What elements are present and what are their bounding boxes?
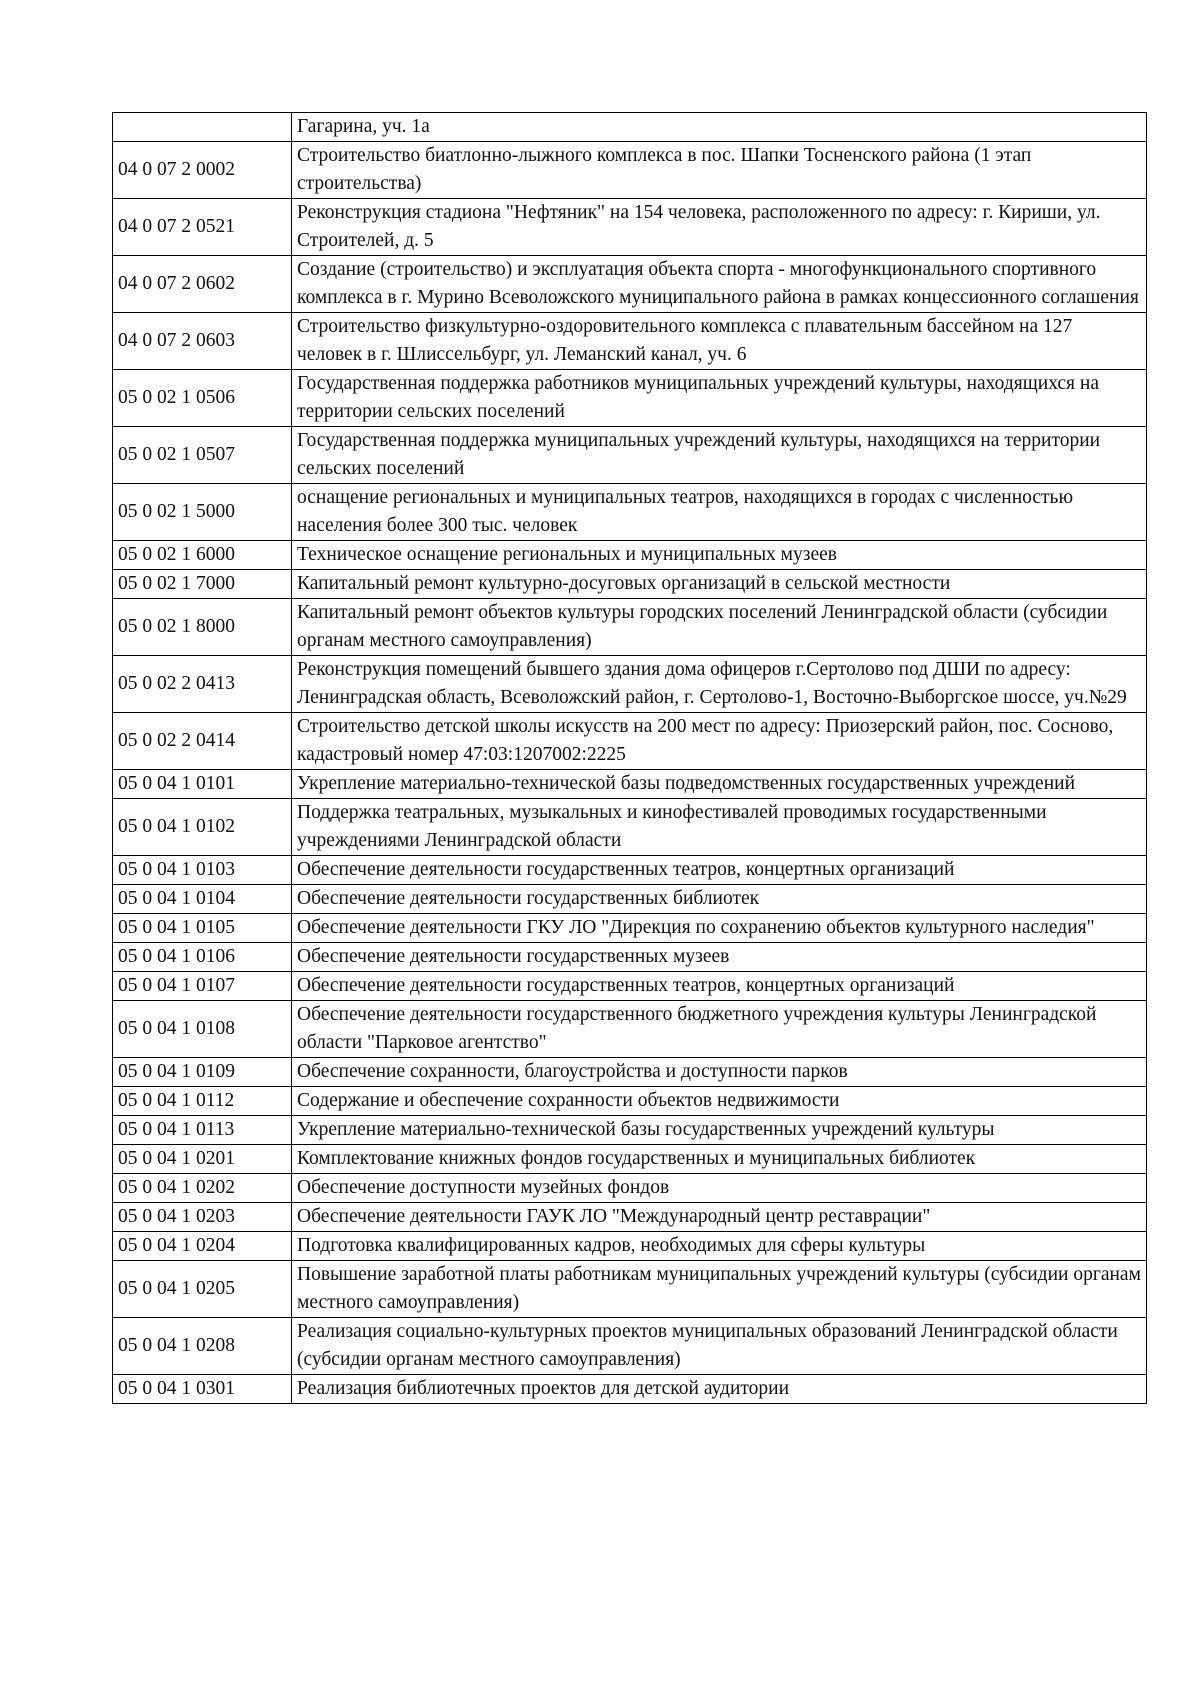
table-row <box>113 142 1147 199</box>
table-row <box>113 1001 1147 1058</box>
table-row <box>113 1087 1147 1116</box>
row-description-cell: Реконструкция стадиона "Нефтяник" на 154 человека, расположенного по адресу: г. Кириши, ул. Строителей, д. 5 <box>292 199 1147 256</box>
row-code-cell: 05 0 02 2 0413 <box>113 656 292 713</box>
table-row <box>113 1203 1147 1232</box>
row-description-cell: Комплектование книжных фондов государственных и муниципальных библиотек <box>292 1145 1147 1174</box>
row-description-cell: Обеспечение деятельности ГКУ ЛО "Дирекция по сохранению объектов культурного наследия" <box>292 914 1147 943</box>
table-row <box>113 427 1147 484</box>
row-description-cell: Обеспечение деятельности государственных театров, концертных организаций <box>292 856 1147 885</box>
row-description-cell: Государственная поддержка муниципальных учреждений культуры, находящихся на территории сельских поселений <box>292 427 1147 484</box>
row-code-cell: 05 0 04 1 0103 <box>113 856 292 885</box>
row-description-cell: Обеспечение деятельности государственных театров, концертных организаций <box>292 972 1147 1001</box>
table-row <box>113 599 1147 656</box>
row-description-cell: Укрепление материально-технической базы государственных учреждений культуры <box>292 1116 1147 1145</box>
table-row <box>113 113 1147 142</box>
table-row <box>113 770 1147 799</box>
row-code-cell: 05 0 02 1 8000 <box>113 599 292 656</box>
budget-code-table <box>112 112 1147 1404</box>
table-row <box>113 1116 1147 1145</box>
row-code-cell: 05 0 04 1 0102 <box>113 799 292 856</box>
row-description-cell: Обеспечение деятельности ГАУК ЛО "Международный центр реставрации" <box>292 1203 1147 1232</box>
table-row <box>113 885 1147 914</box>
row-code-cell: 05 0 02 2 0414 <box>113 713 292 770</box>
row-code-cell: 05 0 04 1 0205 <box>113 1261 292 1318</box>
row-code-cell: 05 0 02 1 7000 <box>113 570 292 599</box>
row-code-cell: 05 0 04 1 0104 <box>113 885 292 914</box>
row-code-cell: 05 0 04 1 0301 <box>113 1375 292 1404</box>
table-row <box>113 313 1147 370</box>
row-code-cell: 05 0 02 1 0507 <box>113 427 292 484</box>
table-row <box>113 656 1147 713</box>
table-body <box>113 113 1147 1404</box>
row-description-cell: Реализация социально-культурных проектов муниципальных образований Ленинградской области (субсидии органам местного самоуправления) <box>292 1318 1147 1375</box>
row-code-cell: 05 0 02 1 6000 <box>113 541 292 570</box>
row-description-cell: Обеспечение деятельности государственных музеев <box>292 943 1147 972</box>
row-code-cell: 05 0 02 1 5000 <box>113 484 292 541</box>
row-description-cell: Подготовка квалифицированных кадров, необходимых для сферы культуры <box>292 1232 1147 1261</box>
row-code-cell: 05 0 02 1 0506 <box>113 370 292 427</box>
row-description-cell: оснащение региональных и муниципальных театров, находящихся в городах с численностью населения более 300 тыс. человек <box>292 484 1147 541</box>
row-code-cell: 05 0 04 1 0202 <box>113 1174 292 1203</box>
row-description-cell: Обеспечение доступности музейных фондов <box>292 1174 1147 1203</box>
row-code-cell: 05 0 04 1 0203 <box>113 1203 292 1232</box>
row-code-cell: 04 0 07 2 0603 <box>113 313 292 370</box>
row-code-cell: 05 0 04 1 0208 <box>113 1318 292 1375</box>
row-code-cell: 05 0 04 1 0106 <box>113 943 292 972</box>
table-row <box>113 1318 1147 1375</box>
row-description-cell: Обеспечение сохранности, благоустройства и доступности парков <box>292 1058 1147 1087</box>
row-code-cell: 05 0 04 1 0112 <box>113 1087 292 1116</box>
row-code-cell: 05 0 04 1 0109 <box>113 1058 292 1087</box>
table-row <box>113 541 1147 570</box>
row-description-cell: Создание (строительство) и эксплуатация объекта спорта - многофункционального спортивного комплекса в г. Мурино Всеволожского муниципального района в рамках концессионного соглашения <box>292 256 1147 313</box>
table-row <box>113 570 1147 599</box>
table-row <box>113 199 1147 256</box>
table-row <box>113 856 1147 885</box>
row-description-cell: Государственная поддержка работников муниципальных учреждений культуры, находящихся на территории сельских поселений <box>292 370 1147 427</box>
row-description-cell: Строительство физкультурно-оздоровительного комплекса с плавательным бассейном на 127 человек в г. Шлиссельбург, ул. Леманский канал, уч. 6 <box>292 313 1147 370</box>
table-row <box>113 914 1147 943</box>
row-code-cell: 05 0 04 1 0105 <box>113 914 292 943</box>
row-code-cell: 04 0 07 2 0521 <box>113 199 292 256</box>
row-description-cell: Укрепление материально-технической базы подведомственных государственных учреждений <box>292 770 1147 799</box>
table-row <box>113 713 1147 770</box>
table-row <box>113 799 1147 856</box>
table-row <box>113 1232 1147 1261</box>
row-code-cell: 05 0 04 1 0201 <box>113 1145 292 1174</box>
row-code-cell: 05 0 04 1 0107 <box>113 972 292 1001</box>
table-row <box>113 972 1147 1001</box>
row-code-cell: 05 0 04 1 0108 <box>113 1001 292 1058</box>
row-code-cell <box>113 113 292 142</box>
table-row <box>113 1058 1147 1087</box>
row-description-cell: Повышение заработной платы работникам муниципальных учреждений культуры (субсидии органам местного самоуправления) <box>292 1261 1147 1318</box>
row-description-cell: Поддержка театральных, музыкальных и кинофестивалей проводимых государственными учреждениями Ленинградской области <box>292 799 1147 856</box>
row-description-cell: Капитальный ремонт культурно-досуговых организаций в сельской местности <box>292 570 1147 599</box>
row-description-cell: Обеспечение деятельности государственного бюджетного учреждения культуры Ленинградской области "Парковое агентство" <box>292 1001 1147 1058</box>
table-row <box>113 256 1147 313</box>
row-code-cell: 05 0 04 1 0113 <box>113 1116 292 1145</box>
row-code-cell: 05 0 04 1 0204 <box>113 1232 292 1261</box>
row-description-cell: Реконструкция помещений бывшего здания дома офицеров г.Сертолово под ДШИ по адресу: Ленинградская область, Всеволожский район, г. Сертолово-1, Восточно-Выборгское шоссе, уч.№29 <box>292 656 1147 713</box>
row-code-cell: 04 0 07 2 0002 <box>113 142 292 199</box>
table-row <box>113 484 1147 541</box>
row-description-cell: Техническое оснащение региональных и муниципальных музеев <box>292 541 1147 570</box>
table-row <box>113 1261 1147 1318</box>
row-description-cell: Строительство детской школы искусств на 200 мест по адресу: Приозерский район, пос. Сосново, кадастровый номер 47:03:1207002:2225 <box>292 713 1147 770</box>
row-description-cell: Содержание и обеспечение сохранности объектов недвижимости <box>292 1087 1147 1116</box>
row-description-cell: Капитальный ремонт объектов культуры городских поселений Ленинградской области (субсидии органам местного самоуправления) <box>292 599 1147 656</box>
table-row <box>113 1145 1147 1174</box>
table-row <box>113 1174 1147 1203</box>
row-description-cell: Строительство биатлонно-лыжного комплекса в пос. Шапки Тосненского района (1 этап строительства) <box>292 142 1147 199</box>
table-row <box>113 370 1147 427</box>
table-row <box>113 943 1147 972</box>
row-description-cell: Гагарина, уч. 1а <box>292 113 1147 142</box>
row-description-cell: Обеспечение деятельности государственных библиотек <box>292 885 1147 914</box>
row-code-cell: 04 0 07 2 0602 <box>113 256 292 313</box>
row-code-cell: 05 0 04 1 0101 <box>113 770 292 799</box>
row-description-cell: Реализация библиотечных проектов для детской аудитории <box>292 1375 1147 1404</box>
table-row <box>113 1375 1147 1404</box>
